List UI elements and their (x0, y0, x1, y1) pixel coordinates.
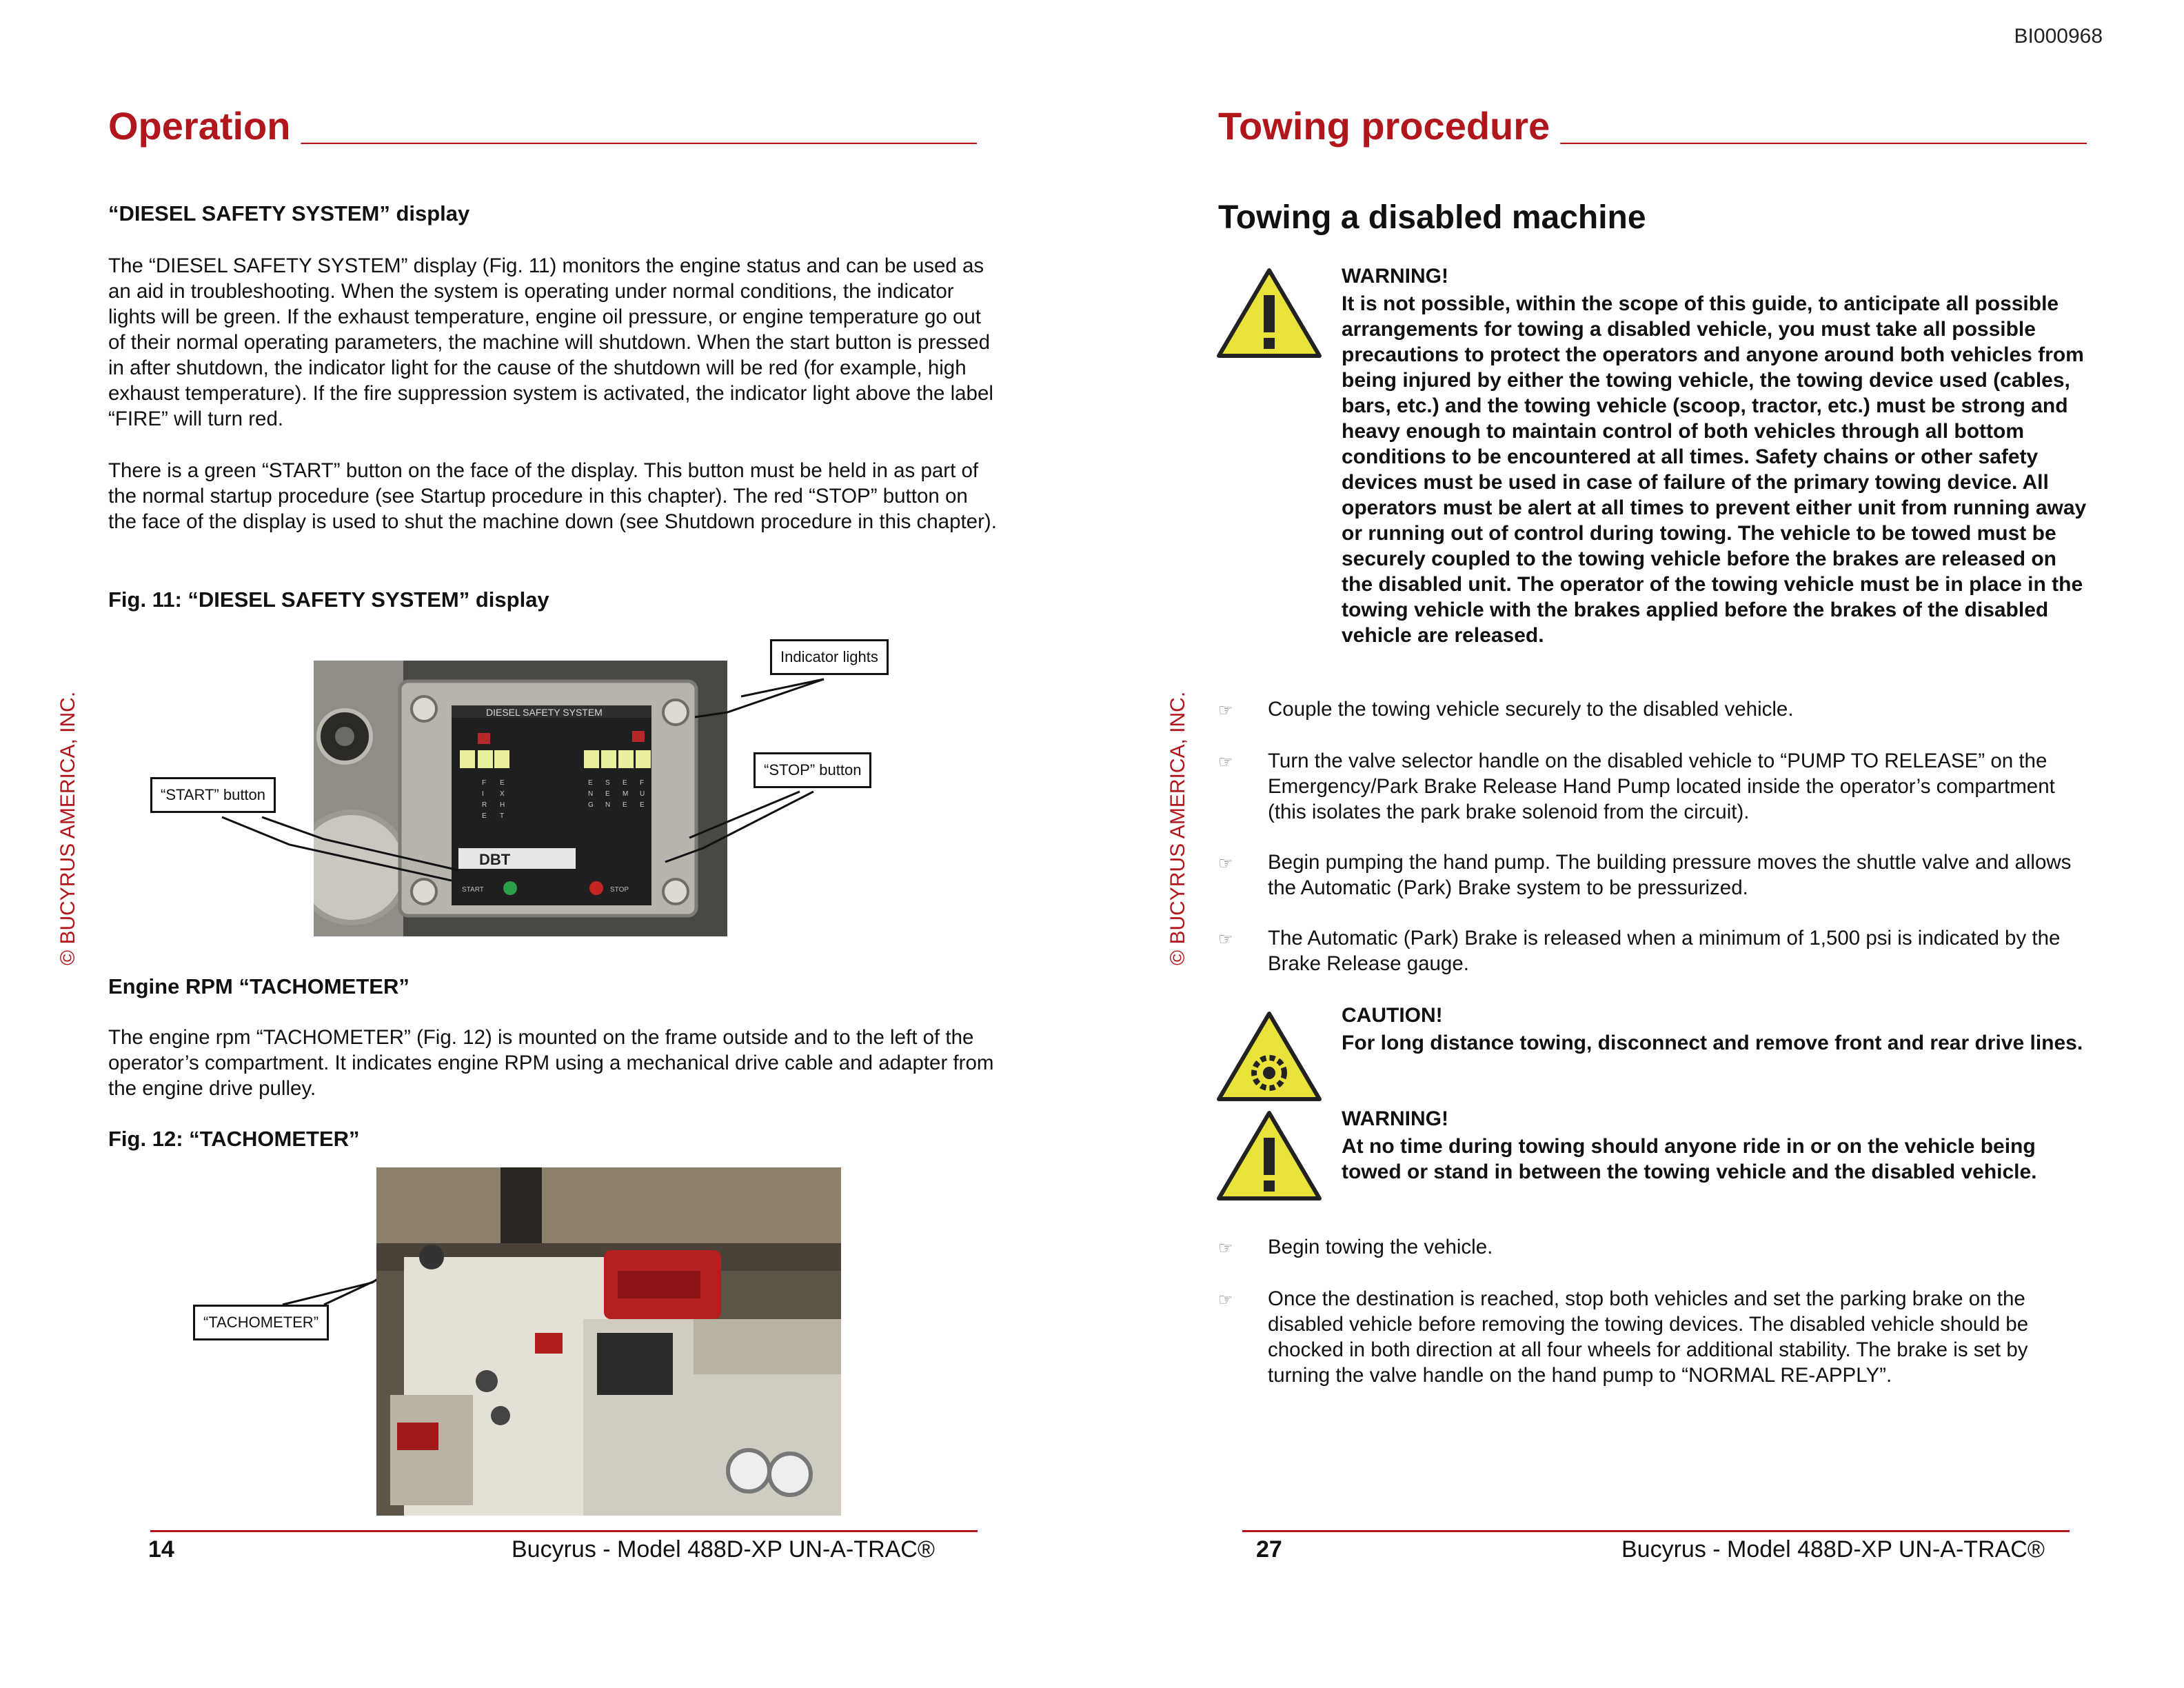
svg-text:U: U (640, 790, 645, 798)
svg-text:M: M (623, 790, 629, 798)
figure-11-caption: Fig. 11: “DIESEL SAFETY SYSTEM” display (108, 587, 549, 612)
pointing-hand-icon: ☞ (1218, 1239, 1233, 1258)
panel-dbt-label: DBT (479, 851, 511, 868)
callout-start-button: “START” button (150, 777, 276, 813)
list-item-text: Couple the towing vehicle securely to the disabled vehicle. (1268, 698, 1794, 721)
pointing-hand-icon: ☞ (1218, 701, 1233, 720)
pointing-hand-icon: ☞ (1218, 854, 1233, 873)
document-id: BI000968 (2014, 25, 2103, 48)
warning-label-1: WARNING! (1342, 265, 1448, 288)
svg-text:F: F (482, 779, 487, 787)
paragraph-diesel-safety: The “DIESEL SAFETY SYSTEM” display (Fig. 11) monitors the engine status and can be used as an aid in troubleshooting. When the system is operating under normal conditions, the indicator lights will be green. If the exhaust temperature, engine oil pressure, or engine temperature go out of their normal operating parameters, the machine will shutdown. When the start button is pressed in after shutdown, the indicator light for the cause of the shutdown will be red (for example, high exhaust temperature). If the fire suppression system is activated, the indicator light above the label “FIRE” will turn red. (108, 254, 993, 430)
svg-text:E: E (623, 801, 627, 809)
svg-text:E: E (605, 790, 610, 798)
svg-text:E: E (640, 801, 645, 809)
warning-text-2: At no time during towing should anyone ride in or on the vehicle being towed or stand in between the towing vehicle and the disabled vehicle. (1342, 1135, 2037, 1183)
list-item (1218, 1234, 2094, 1261)
right-page (1092, 0, 2184, 1688)
caution-label: CAUTION! (1342, 1004, 1443, 1027)
footer-rule-left (150, 1530, 978, 1532)
bullet-list-b (1218, 1234, 2094, 1388)
page-title-towing: Towing procedure _____ (1218, 103, 2087, 148)
figure-12-caption: Fig. 12: “TACHOMETER” (108, 1127, 360, 1151)
panel-start-small: START (462, 886, 484, 894)
list-item (1218, 1286, 2094, 1388)
bullet-list-a (1218, 696, 2094, 976)
svg-text:H: H (500, 801, 505, 809)
towing-heading: Towing a disabled machine (1218, 199, 1646, 236)
footer-model-right: Bucyrus - Model 488D-XP UN-A-TRAC® (1621, 1536, 2045, 1563)
list-item (1218, 748, 2094, 825)
svg-text:E: E (623, 779, 627, 787)
list-item-text: Begin towing the vehicle. (1268, 1236, 1493, 1258)
copyright-vertical-right: © BUCYRUS AMERICA, INC. (1166, 691, 1189, 965)
svg-text:E: E (482, 812, 487, 820)
figure-12-photo (376, 1167, 841, 1516)
pointing-hand-icon: ☞ (1218, 930, 1233, 949)
svg-text:E: E (588, 779, 593, 787)
warning-triangle-icon (1216, 268, 1322, 363)
footer-rule-right (1242, 1530, 2070, 1532)
list-item-text: Turn the valve selector handle on the disabled vehicle to “PUMP TO RELEASE” on the Emergency/Park Brake Release Hand Pump located inside the operator’s compartment (this isolates the park brake solenoid from the circuit). (1268, 750, 2055, 823)
svg-text:E: E (500, 779, 505, 787)
svg-text:T: T (500, 812, 505, 820)
callout-stop-button: “STOP” button (754, 752, 871, 788)
page-number-right: 27 (1256, 1536, 1282, 1563)
operator-compartment-illustration (376, 1167, 841, 1516)
footer-model-left: Bucyrus - Model 488D-XP UN-A-TRAC® (512, 1536, 935, 1563)
caution-text: For long distance towing, disconnect and remove front and rear drive lines. (1342, 1032, 2083, 1054)
list-item (1218, 696, 2094, 723)
svg-text:I: I (482, 790, 484, 798)
pointing-hand-icon: ☞ (1218, 1291, 1233, 1309)
section-heading-diesel-safety: “DIESEL SAFETY SYSTEM” display (108, 201, 470, 225)
callout-indicator-lights: Indicator lights (770, 639, 889, 675)
warning-text-1: It is not possible, within the scope of this guide, to anticipate all possible arrangements for towing a disabled vehicle, you must take all possible precautions to protect the operators and anyone around both vehicles from being injured by either the towing vehicle, the towing device used (cables, bars, etc.) and the towing vehicle (scoop, tractor, etc.) must be strong and heavy enough to maintain control of both vehicles through all bottom conditions to be encountered at all times. Safety chains or other safety devices must be used in case of failure of the primary towing device. All operators must be alert at all times to prevent either unit from running away or running out of control during towing. The vehicle to be towed must be securely coupled to the towing vehicle before the brakes are released on the disabled unit. The operator of the towing vehicle must be in place in the towing vehicle with the brakes applied before the brakes of the disabled vehicle are released. (1342, 292, 2087, 647)
paragraph-start-stop: There is a green “START” button on the face of the display. This button must be held in as part of the normal startup procedure (see Startup procedure in this chapter). The red “STOP” button on the face of the display is used to shut the machine down (see Shutdown procedure in this chapter). (108, 459, 997, 533)
panel-header-text: DIESEL SAFETY SYSTEM (486, 707, 603, 718)
svg-text:F: F (640, 779, 645, 787)
caution-gear-icon (1216, 1011, 1322, 1107)
section-heading-tachometer: Engine RPM “TACHOMETER” (108, 974, 410, 998)
paragraph-tachometer: The engine rpm “TACHOMETER” (Fig. 12) is mounted on the frame outside and to the left of the operator’s compartment. It indicates engine RPM using a mechanical drive cable and adapter from the engine drive pulley. (108, 1026, 994, 1100)
svg-text:G: G (588, 801, 594, 809)
list-item (1218, 850, 2094, 901)
svg-text:S: S (605, 779, 610, 787)
svg-text:N: N (605, 801, 611, 809)
pointing-hand-icon: ☞ (1218, 753, 1233, 772)
copyright-vertical: © BUCYRUS AMERICA, INC. (57, 691, 79, 965)
svg-text:X: X (500, 790, 505, 798)
list-item-text: Once the destination is reached, stop both vehicles and set the parking brake on the disabled vehicle before removing the towing devices. The disabled vehicle should be chocked in both direction at all four wheels for additional stability. The brake is set by turning the valve handle on the hand pump to “NORMAL RE-APPLY”. (1268, 1287, 2029, 1387)
list-item-text: Begin pumping the hand pump. The building pressure moves the shuttle valve and allows the Automatic (Park) Brake system to be pressurized. (1268, 851, 2072, 899)
list-item (1218, 925, 2094, 976)
svg-text:R: R (482, 801, 487, 809)
page-number-left: 14 (148, 1536, 174, 1563)
warning-label-2: WARNING! (1342, 1107, 1448, 1130)
callout-tachometer: “TACHOMETER” (193, 1305, 329, 1340)
panel-stop-small: STOP (610, 886, 629, 894)
warning-triangle-icon (1216, 1110, 1322, 1206)
list-item-text: The Automatic (Park) Brake is released when a minimum of 1,500 psi is indicated by the Brake Release gauge. (1268, 927, 2061, 975)
svg-text:N: N (588, 790, 594, 798)
page-title-operation: Operation _____ (108, 103, 977, 148)
